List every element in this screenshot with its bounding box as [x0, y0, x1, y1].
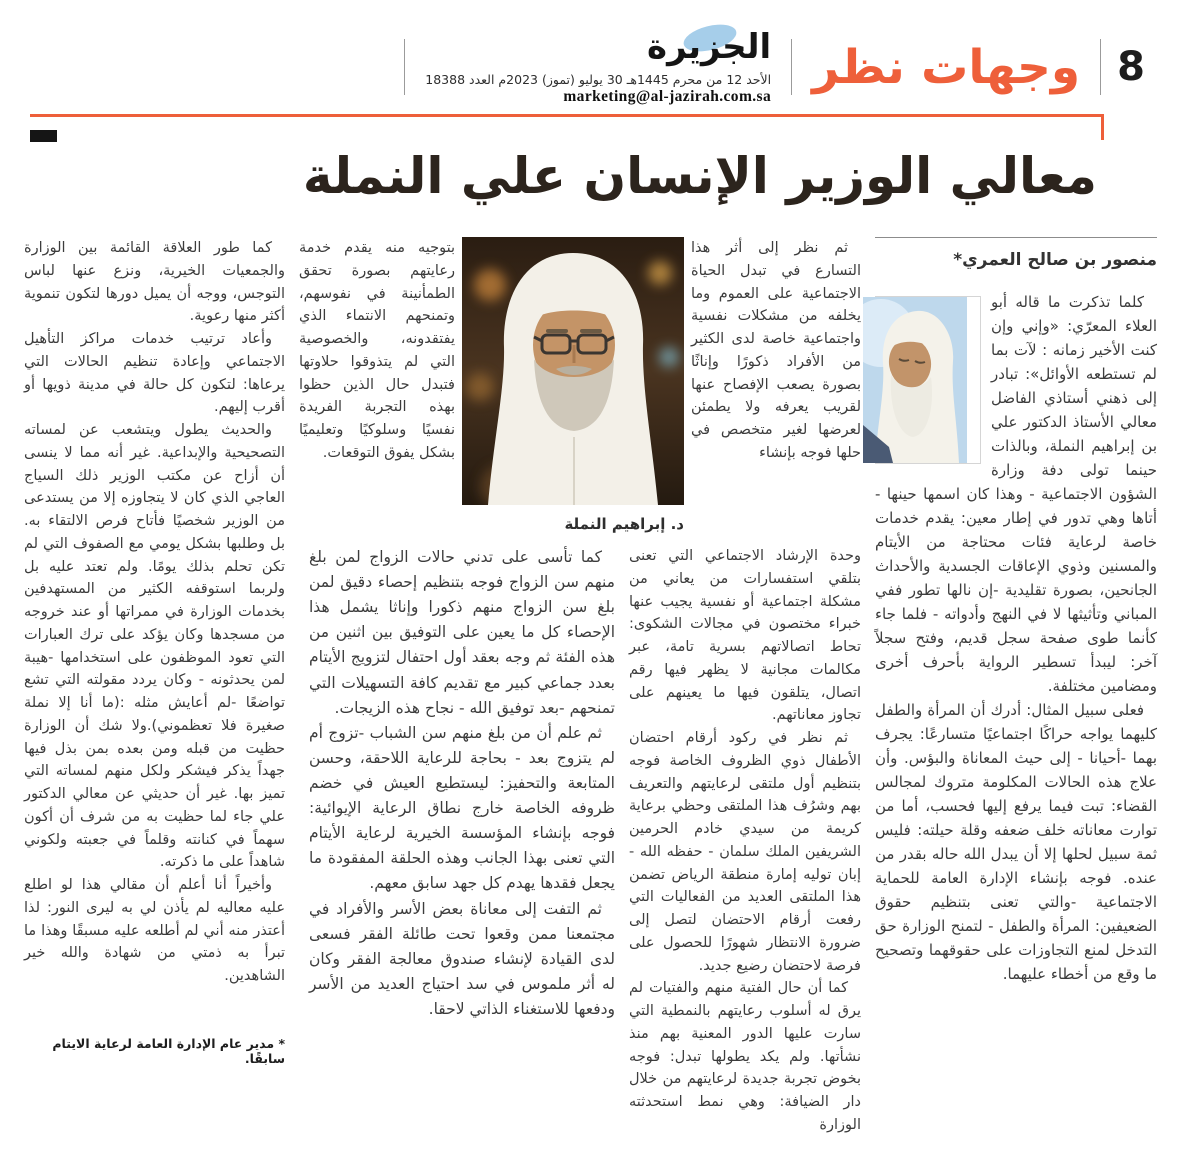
column-c — [309, 545, 615, 1137]
article-title: معالي الوزير الإنسان علي النملة — [302, 147, 1097, 205]
author-byline: منصور بن صالح العمري* — [953, 250, 1157, 270]
author-photo — [875, 296, 981, 464]
body-paragraph: كما تأسى على تدني حالات الزواج لمن بلغ منهم سن الزواج فوجه بتنظيم إحصاء دقيق لمن بلغ سن الزواج منهم ذكورا وإناثا يشمل هذا الإحصاء كل ما يعين على التوفيق بين اثنين من هذه الفئة ثم وجه بعقد أول احتفال لتزويج الأيتام بعدد جماعي كبير مع تقديم كافة التسهيلات التي تمنحهم -بعد توفيق الله - نجاح هذه الزيجات. — [309, 548, 615, 717]
body-paragraph: ثم نظر في ركود أرقام احتضان الأطفال ذوي الظروف الخاصة فوجه بتنظيم أول ملتقى لرعايتهم والتعريف بهم وشرُف هذا الملتقى وحظي برعاية كريمة من سيدي خادم الحرمين الشريفين الملك سلمان - حفظه الله - إبان توليه إمارة منطقة الرياض تضمن هذا الملتقى العديد من الفعاليات التي رفعت أرقام الاحتضان لتصل إلى ضرورة الانتظار شهورًا للحصول على فرصة لاحتضان رضيع جديد. — [629, 730, 861, 974]
contact-email[interactable]: marketing@al-jazirah.com.sa — [563, 88, 772, 106]
column-right — [875, 237, 1157, 986]
article-photo — [462, 237, 684, 533]
body-paragraph: كما أن حال الفتية منهم والفتيات لم يرق له أسلوب رعايتهم بالنمطية التي سارت عليها الدور المعنية بهم منذ نشأتها. ولم يكد يطولها تبدل: فوجه بخوض تجربة جديدة لرعايتهم من خلال دار الضيافة: وهي نمط استحدثته الوزارة — [629, 980, 861, 1133]
body-paragraph: وحدة الإرشاد الاجتماعي التي تعنى بتلقي استفسارات من يعاني من مشكلة اجتماعية أو نفسية يجيب عنها خبراء مختصون في مجالات الشكوى: تحاط اتصالاتهم بسرية تامة، عبر مكالمات مجانية لا يظهر فيها رقم اتصال، يتلقون فيها ما يعينهم على تجاوز معاناتهم. — [629, 548, 861, 724]
page-number: 8 — [1117, 44, 1145, 90]
corner-mark — [30, 130, 57, 142]
column-left — [24, 237, 285, 1066]
date-line: الأحد 12 من محرم 1445هـ 30 يوليو (تموز) 2023م العدد 18388 — [425, 72, 772, 88]
brand-block — [405, 28, 791, 106]
body-paragraph: وأعاد ترتيب خدمات مراكز التأهيل الاجتماعي وإعادة تنظيم الحالات التي يرعاها: لتكون كل حالة في مدينة ذويها أو أقرب إليهم. — [24, 331, 285, 416]
divider — [1100, 39, 1101, 95]
divider — [791, 39, 792, 95]
photo-caption: د. إبراهيم النملة — [564, 515, 684, 533]
body-paragraph: كما طور العلاقة القائمة بين الوزارة والجمعيات الخيرية، ونزع عنها لباس التوجس، ووجه أن يميل دورها لتكون تنموية أكثر منها رعوية. — [24, 240, 285, 325]
body-paragraph: فعلى سبيل المثال: أدرك أن المرأة والطفل كليهما يواجه حراكًا اجتماعيًا متسارعًا: يجرف بهما -أحيانا - إلى حيث المعاناة والبؤس. وأن علاج هذه الحالات المكلومة متروك لمجالس القضاء: تبت فيما يرفع إليها فحسب، أما من توارت معاناته خلف ضعفه وقلة حيلته: فليس ثمة سبيل لحلها إلا أن يبدل الله حاله بقدر من عنده. فوجه بإنشاء الإدارة العامة للحماية الاجتماعية -والتي تعنى بتنظيم حقوق الضعيفين: المرأة والطفل - لتمنح الوزارة حق التدخل لمنع التجاوزات على حقوقهما وتصحيح ما وقع من أخطاء عليهما. — [875, 701, 1157, 983]
byline-rule — [875, 237, 1157, 238]
column-middle — [299, 237, 861, 1137]
middle-bottom-row — [299, 545, 861, 1137]
body-paragraph: ثم علم أن من بلغ منهم سن الشباب -تزوج أم لم يتزوج بعد - بحاجة للرعاية اللاحقة، وحسن المتابعة والتحفيز: ليستطيع العيش في خضم ظروفه الخاصة خارج نطاق الرعاية الإيوائية: فوجه بإنشاء المؤسسة الخيرية لرعاية الأيتام التي تعنى بهذا الجانب وهذه الحلقة المفقودة ما يجعل فقدها يهدم كل جهد سابق معهم. — [309, 723, 615, 893]
body-paragraph: وأخيراً أنا أعلم أن مقالي هذا لو اطلع عليه معاليه لم يأذن لي به ليرى النور: لذا أعتذر منه أني لم أطلعه عليه مسبقًا وهذا ما تبرأ به ذمتي من شهادة والله خير الشاهدين. — [24, 877, 285, 984]
body-paragraph: ثم التفت إلى معاناة بعض الأسر والأفراد في مجتمعنا ممن وقعوا تحت طائلة الفقر فسعى لدى القيادة لإنشاء صندوق معالجة الفقر وكان له أثر ملموس في سد احتياج العديد من الأسر ودفعها للاستغناء الذاتي لاحقا. — [309, 899, 615, 1018]
column-b — [629, 545, 861, 1137]
accent-rule — [30, 114, 1103, 117]
article-body — [22, 237, 1157, 1137]
body-text: كلما تذكرت ما قاله أبو العلاء المعرّي: «وإني وإن كنت الأخير زمانه : لآت بما لم تستطعه الأوائل»: تبادر إلى ذهني أستاذي الفاضل معالي الأستاذ الدكتور علي بن إبراهيم النملة، وبالذات حينما تولى دفة وزارة الشؤون الاجتماعية - وهذا كان اسمها حينها - أتاها وهي تدور في إطار معين: يقدم خدمات خاصة لرعاية فئات محتاجة من الأيتام والمسنين وذوي الإعاقات الجسدية والأحداث الجانحين، بصورة تقليدية -إن نالها تطور ففي المباني وتأثيثها لا في النهج وأدواته - فلما جاء كأنما طوى صفحة سجل قديم، وفتح سجلاً آخر: ليبدأ تسطير الرواية بأحرف أخرى ومضامين مختلفة. — [875, 293, 1157, 695]
footnote: * مدير عام الإدارة العامة لرعاية الايتام سابقًا. — [52, 1035, 285, 1066]
newspaper-logo — [647, 28, 771, 67]
body-paragraph — [875, 290, 1157, 698]
body-paragraph: بتوجيه منه يقدم خدمة رعايتهم بصورة تحقق الطمأنينة في نفوسهم، وتمنحهم الانتماء الذي يفتقدونه، والخصوصية التي لم يتذوقوا حلاوتها فتبدل حال الذين حظوا بهذه التجربة الفريدة نفسيًا وسلوكيًا وتعليميًا بشكل يفوق التوقعات. — [299, 240, 455, 461]
body-paragraph: ثم نظر إلى أثر هذا التسارع في تبدل الحياة الاجتماعية على العموم وما يخلفه من مشكلات نفسية واجتماعية خاصة لدى الكثير من الأفراد ذكورًا وإناثًا بصورة يصعب الإفصاح عنها لقريب يعرفه ولا يطمئن لعرضها لغير متخصص في حلها فوجه بإنشاء — [691, 240, 861, 461]
accent-rule-tick — [1101, 114, 1104, 140]
section-title: وجهات نظر — [812, 39, 1081, 95]
body-paragraph: والحديث يطول ويتشعب عن لمساته التصحيحية والإبداعية. غير أنه مما لا ينسى أن أزاح عن مكتب الوزير ذلك السياج العاجي الذي كان لا يتجاوزه إلا من يستدعى من الوزير شخصيًا فأتاح فرص الالتقاء به. بل وطلبها بشكل يومي مع الصفوف التي لم تكن تحلم بذلك يومًا. ولم تعتد عليه بل ولربما استوقفه الكثير من المستهدفين بخدمات الوزارة في ممراتها أو عند خروجه من مسجدها وكان يؤكد على ترك العبارات التي تعود الموظفون على استخدامها -هيبة لمن يحدثونه - وكان يردد مقولته التي تشع تواضعًا -لم أعايش مثله :(ما أنا إلا نملة صغيرة فلا تعظموني).ولا شك أن الوزارة حظيت من قبله ومن بعده بمن بذل فيها جهداً يذكر فيشكر ولكل منهم لمساته التي تميز بها. غير أن حديثي عن معالي الدكتور علي جاء لما حظيت به من شرف أن أكون سهماً في كنانته وقلماً في جعبته ولكوني شاهداً على ما ذكرته. — [24, 422, 285, 871]
divider — [404, 39, 405, 95]
newspaper-name: الجزيرة — [647, 26, 772, 67]
middle-top-row — [299, 237, 861, 533]
masthead — [22, 24, 1157, 110]
